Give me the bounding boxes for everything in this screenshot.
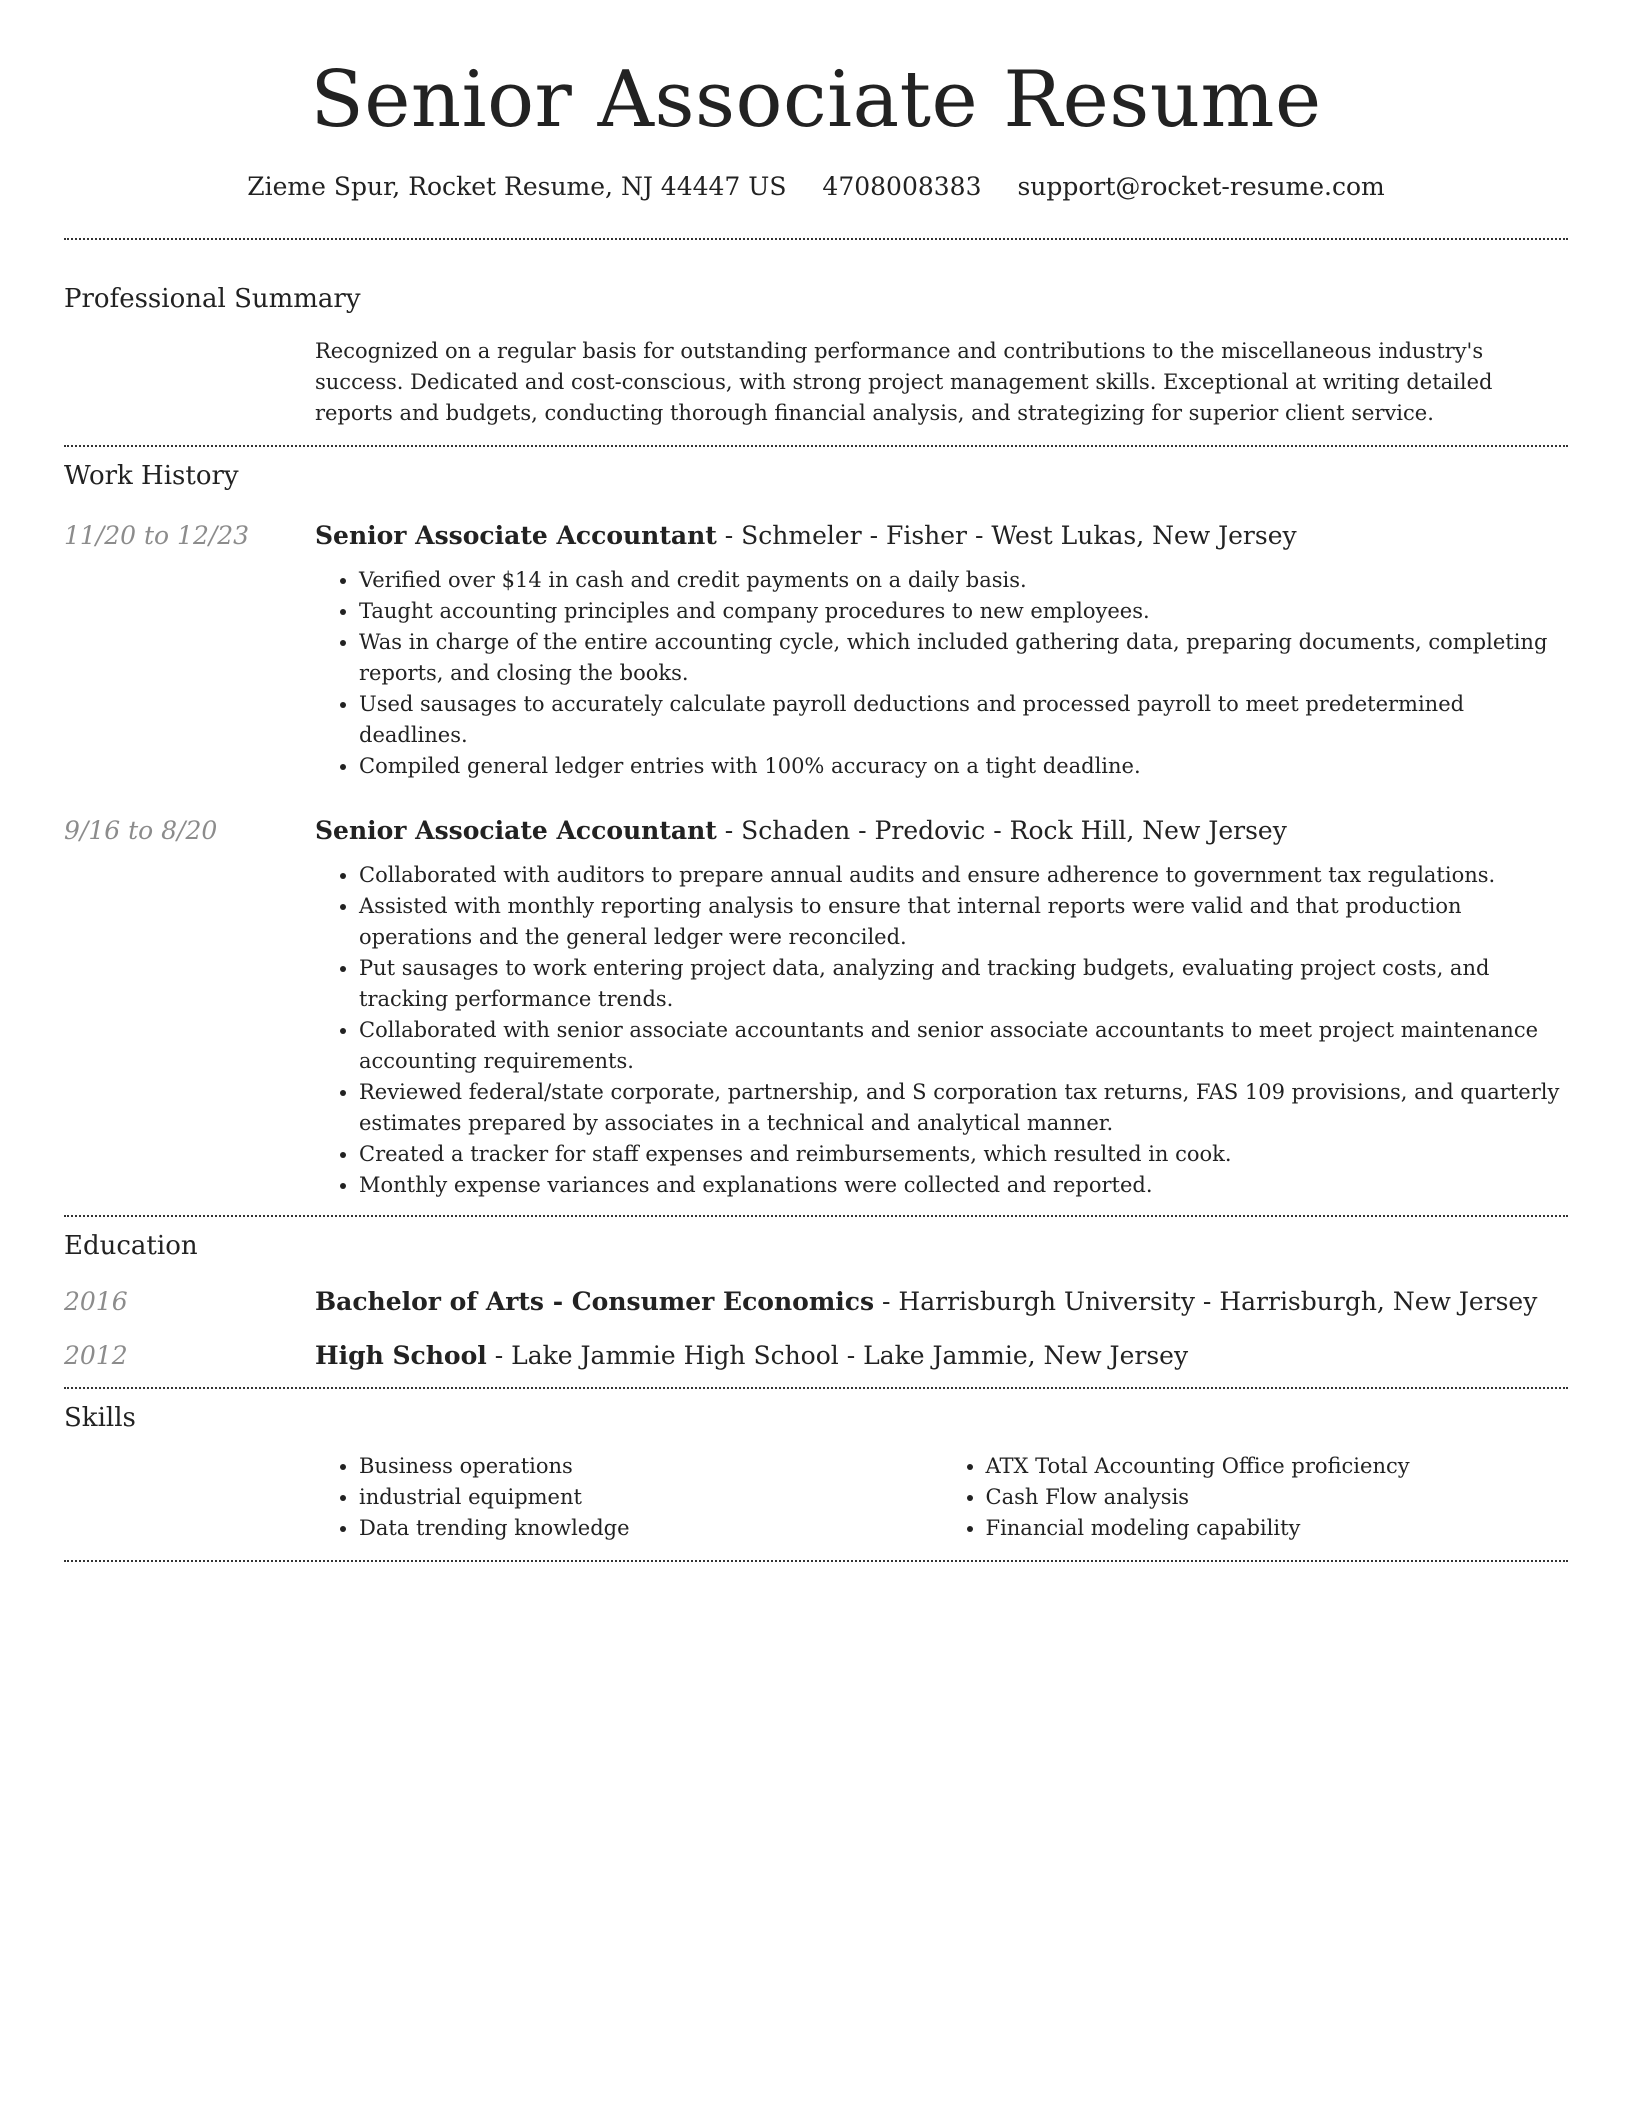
job-body xyxy=(315,519,1568,782)
education-year: 2012 xyxy=(64,1341,128,1370)
list-item: • Verified over $14 in cash and credit payments on a daily basis. xyxy=(359,565,1568,596)
work-history-title: Work History xyxy=(64,461,239,491)
contact-address: Zieme Spur, Rocket Resume, NJ 44447 US xyxy=(247,172,787,201)
job-heading xyxy=(315,519,1568,553)
list-item: • Put sausages to work entering project data, analyzing and tracking budgets, evaluating project costs, and tracking performance trends. xyxy=(359,953,1568,1015)
list-item: • Created a tracker for staff expenses and reimbursements, which resulted in cook. xyxy=(359,1139,1568,1170)
list-item: • Collaborated with senior associate accountants and senior associate accountants to meet project maintenance accounting requirements. xyxy=(359,1015,1568,1077)
list-item: • Taught accounting principles and company procedures to new employees. xyxy=(359,596,1568,627)
contact-line xyxy=(64,170,1568,204)
job-employer: - Schaden - Predovic - Rock Hill, New Jersey xyxy=(716,816,1287,845)
education-heading xyxy=(315,1339,1568,1373)
education-entry xyxy=(64,1339,1568,1373)
contact-email: support@rocket-resume.com xyxy=(1017,172,1385,201)
skills-title: Skills xyxy=(64,1403,136,1433)
job-dates: 9/16 to 8/20 xyxy=(64,816,218,845)
job-position: Senior Associate Accountant xyxy=(315,816,717,845)
job-body xyxy=(315,814,1568,1201)
resume-header xyxy=(64,0,1568,204)
education-year: 2016 xyxy=(64,1287,128,1316)
work-history-section xyxy=(64,447,1568,1215)
education-title: Education xyxy=(64,1231,198,1261)
list-item: • Assisted with monthly reporting analysis to ensure that internal reports were valid and that production operations and the general ledger were reconciled. xyxy=(359,891,1568,953)
list-item: • Was in charge of the entire accounting cycle, which included gathering data, preparing documents, completing reports, and closing the books. xyxy=(359,627,1568,689)
skill-item: • ATX Total Accounting Office proficiency xyxy=(986,1451,1569,1482)
skill-item: • Data trending knowledge xyxy=(359,1513,942,1544)
list-item: • Monthly expense variances and explanations were collected and reported. xyxy=(359,1170,1568,1201)
education-body xyxy=(315,1285,1568,1319)
summary-title: Professional Summary xyxy=(64,284,361,314)
skill-item: • Cash Flow analysis xyxy=(986,1482,1569,1513)
skills-section xyxy=(64,1389,1568,1544)
section-divider xyxy=(64,1560,1568,1562)
skills-columns xyxy=(315,1451,1568,1544)
list-item: • Reviewed federal/state corporate, partnership, and S corporation tax returns, FAS 109 provisions, and quarterly estimates prepared by associates in a technical and analytical manner. xyxy=(359,1077,1568,1139)
education-degree: High School xyxy=(315,1341,487,1370)
education-school: - Lake Jammie High School - Lake Jammie, New Jersey xyxy=(486,1341,1189,1370)
education-degree: Bachelor of Arts - Consumer Economics xyxy=(315,1287,875,1316)
job-bullets xyxy=(315,860,1568,1201)
skill-item: • Business operations xyxy=(359,1451,942,1482)
job-bullets xyxy=(315,565,1568,782)
list-item: • Collaborated with auditors to prepare annual audits and ensure adherence to government tax regulations. xyxy=(359,860,1568,891)
education-heading xyxy=(315,1285,1568,1319)
list-item: • Compiled general ledger entries with 100% accuracy on a tight deadline. xyxy=(359,751,1568,782)
education-school: - Harrisburgh University - Harrisburgh, New Jersey xyxy=(874,1287,1538,1316)
job-entry xyxy=(64,519,1568,782)
skill-item: • industrial equipment xyxy=(359,1482,942,1513)
skill-item: • Financial modeling capability xyxy=(986,1513,1569,1544)
job-entry xyxy=(64,814,1568,1201)
education-entry xyxy=(64,1285,1568,1319)
resume-title: Senior Associate Resume xyxy=(310,55,1322,145)
education-body xyxy=(315,1339,1568,1373)
education-section xyxy=(64,1217,1568,1387)
contact-phone: 4708008383 xyxy=(822,172,982,201)
job-dates: 11/20 to 12/23 xyxy=(64,521,250,550)
job-position: Senior Associate Accountant xyxy=(315,521,717,550)
summary-section xyxy=(64,240,1568,429)
list-item: • Used sausages to accurately calculate payroll deductions and processed payroll to meet predetermined deadlines. xyxy=(359,689,1568,751)
job-employer: - Schmeler - Fisher - West Lukas, New Jersey xyxy=(716,521,1297,550)
skills-list-left xyxy=(315,1451,942,1544)
skills-list-right xyxy=(942,1451,1569,1544)
summary-text: Recognized on a regular basis for outstanding performance and contributions to the miscellaneous industry's success. Dedicated and cost-conscious, with strong project management skills. Exceptional at writing detailed reports and budgets, conducting thorough financial analysis, and strategizing for superior client service. xyxy=(315,339,1493,425)
job-heading xyxy=(315,814,1568,848)
